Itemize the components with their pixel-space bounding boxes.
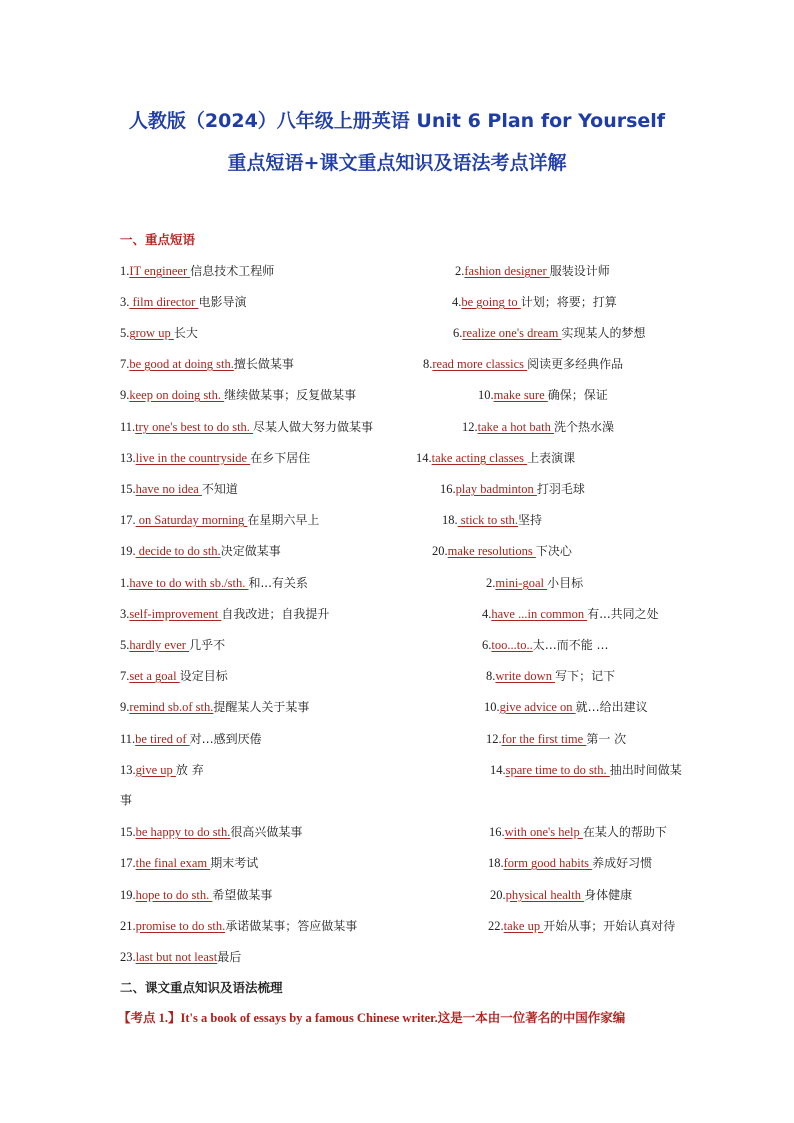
phrase-item [432,542,572,559]
phrase-chinese: 确保；保证 [547,388,608,402]
phrase-chinese: 就…给出建议 [575,700,648,714]
phrase-item [120,761,204,778]
key-point-1 [118,1008,718,1026]
phrase-chinese: 尽某人做大努力做某事 [253,420,374,434]
phrase-item [442,511,542,528]
phrase-item [452,293,617,310]
phrase-english: have no idea [135,482,202,496]
phrase-chinese: 小目标 [547,576,584,590]
phrase-chinese: 实现某人的梦想 [561,326,646,340]
phrase-number: 19. [120,544,136,558]
phrase-item [120,511,319,528]
phrase-english: play badminton [455,482,537,496]
phrase-chinese: 期末考试 [210,856,259,870]
phrase-english: read more classics [432,357,528,371]
phrase-english: take up [503,919,544,933]
phrase-english: be happy to do sth. [135,825,231,839]
phrase-number: 18. [442,513,458,527]
phrase-chinese: 开始从事；开始认真对待 [543,919,676,933]
phrase-item [120,948,241,965]
phrase-chinese: 抽出时间做某 [609,763,682,777]
phrase-item [490,761,682,778]
phrase-number: 19. [120,888,136,902]
phrase-number: 4. [452,295,462,309]
phrase-number: 6. [482,638,492,652]
phrase-chinese: 几乎不 [189,638,226,652]
phrase-number: 8. [423,357,433,371]
phrase-number: 7. [120,669,130,683]
phrase-chinese: 信息技术工程师 [190,264,275,278]
section-label: 课文重点知识及语法梳理 [145,980,283,995]
phrase-number: 16. [489,825,505,839]
phrase-number: 4. [482,607,492,621]
phrase-english: have to do with sb./sth. [129,576,249,590]
section-number: 一、 [120,232,146,247]
phrase-number: 3. [120,607,130,621]
phrase-chinese: 擅长做某事 [233,357,294,371]
phrase-item [488,917,675,934]
phrase-item [120,542,281,559]
page-title: 人教版（2024）八年级上册英语 Unit 6 Plan for Yourself [128,110,666,132]
phrase-chinese: 承诺做某事；答应做某事 [225,919,358,933]
phrase-number: 1. [120,576,130,590]
phrase-item [490,886,632,903]
section-heading-grammar [120,978,283,996]
phrase-item [488,854,652,871]
phrase-number: 20. [490,888,506,902]
phrase-chinese: 电影导演 [198,295,247,309]
phrase-chinese: 放 弃 [175,763,204,777]
phrase-item [120,886,272,903]
phrase-english: be good at doing sth. [129,357,234,371]
phrase-item [416,449,575,466]
wrapped-text: 事 [120,793,133,807]
phrase-number: 3. [120,295,130,309]
phrase-item [486,574,583,591]
phrase-number: 17. [120,856,136,870]
phrase-english: take acting classes [431,451,528,465]
phrase-chinese: 决定做某事 [220,544,281,558]
phrase-item [423,355,623,372]
phrase-number: 9. [120,388,130,402]
phrase-item [486,667,615,684]
phrase-chinese: 很高兴做某事 [230,825,303,839]
phrase-item [120,636,225,653]
phrase-number: 9. [120,700,130,714]
phrase-item [120,667,228,684]
phrase-chinese: 有...共同之处 [587,607,659,621]
phrase-number: 6. [453,326,463,340]
phrase-english: have ...in common [491,607,588,621]
phrase-english: mini-goal [495,576,548,590]
phrase-english: remind sb.of sth. [129,700,214,714]
phrase-item [120,480,238,497]
phrase-item [455,262,610,279]
section-heading-phrases [120,230,195,248]
phrase-number: 1. [120,264,130,278]
phrase-chinese: 坚持 [518,513,543,527]
phrase-number: 7. [120,357,130,371]
phrase-item [120,854,258,871]
phrase-english: with one's help [504,825,583,839]
phrase-chinese: 希望做某事 [212,888,273,902]
phrase-english: make resolutions [447,544,536,558]
phrase-item [120,355,294,372]
phrase-english: form good habits [503,856,593,870]
phrase-english: try one's best to do sth. [135,420,254,434]
phrase-chinese: 在乡下居住 [250,451,311,465]
phrase-item [120,262,274,279]
phrase-chinese: 打羽毛球 [536,482,585,496]
phrase-english: hope to do sth. [135,888,213,902]
phrase-item [440,480,585,497]
phrase-number: 10. [478,388,494,402]
phrase-english: fashion designer [464,264,550,278]
phrase-english: spare time to do sth. [505,763,610,777]
phrase-chinese: 自我改进；自我提升 [221,607,330,621]
phrase-english: promise to do sth. [135,919,226,933]
phrase-item [120,823,302,840]
phrase-chinese: 提醒某人关于某事 [213,700,310,714]
phrase-item [478,386,608,403]
phrase-chinese: 长大 [173,326,198,340]
phrase-chinese: 服装设计师 [549,264,610,278]
phrase-number: 13. [120,763,136,777]
phrase-item [120,324,198,341]
phrase-item [120,730,262,747]
phrase-number: 5. [120,638,130,652]
phrase-number: 2. [455,264,465,278]
phrase-item [482,636,609,653]
phrase-item [120,418,373,435]
phrase-chinese: 上表演课 [527,451,576,465]
phrase-english: decide to do sth. [135,544,221,558]
phrase-chinese: 太…而不能 … [532,638,609,652]
phrase-chinese: 和...有关系 [248,576,308,590]
phrase-number: 17. [120,513,136,527]
phrase-item [120,917,357,934]
phrase-item [453,324,645,341]
phrase-item [120,449,310,466]
phrase-item [489,823,667,840]
phrase-english: live in the countryside [135,451,251,465]
phrase-chinese: 在星期六早上 [247,513,320,527]
phrase-english: grow up [129,326,174,340]
phrase-number: 12. [486,732,502,746]
phrase-number: 23. [120,950,136,964]
phrase-english: realize one's dream [462,326,562,340]
phrase-english: last but not least [135,950,218,964]
phrase-item [120,293,246,310]
phrase-english: too...to.. [491,638,533,652]
phrase-english: film director [129,295,199,309]
phrase-chinese: 最后 [217,950,242,964]
phrase-english: give up [135,763,176,777]
phrase-chinese: 写下；记下 [555,669,616,683]
phrase-number: 14. [416,451,432,465]
phrase-number: 13. [120,451,136,465]
phrase-item [462,418,614,435]
phrase-english: the final exam [135,856,211,870]
phrase-english: write down [495,669,556,683]
phrase-english: stick to sth. [457,513,519,527]
phrase-chinese: 洗个热水澡 [554,420,615,434]
phrase-chinese: 计划；将要；打算 [520,295,617,309]
phrase-item [120,605,329,622]
phrase-number: 11. [120,732,136,746]
phrase-number: 16. [440,482,456,496]
phrase-chinese: 身体健康 [584,888,633,902]
phrase-chinese: 继续做某事；反复做某事 [224,388,357,402]
phrase-item [120,574,308,591]
phrase-number: 2. [486,576,496,590]
section-number: 二、 [120,980,146,995]
key-point-label: 【考点 1.】 [118,1011,181,1025]
key-point-translation: 这是一本由一位著名的中国作家编 [437,1011,626,1025]
phrase-item [120,386,356,403]
phrase-item [120,698,309,715]
phrase-chinese: 不知道 [201,482,238,496]
phrase-english: keep on doing sth. [129,388,225,402]
phrase-item [484,698,648,715]
phrase-english: for the first time [501,732,587,746]
phrase-chinese: 第一 次 [586,732,627,746]
phrase-number: 14. [490,763,506,777]
page-subtitle: 重点短语+课文重点知识及语法考点详解 [227,152,567,174]
phrase-chinese: 对…感到厌倦 [189,732,262,746]
phrase-number: 15. [120,825,136,839]
phrase-number: 12. [462,420,478,434]
key-point-sentence: It's a book of essays by a famous Chinese writer. [180,1011,438,1025]
section-label: 重点短语 [145,232,196,247]
phrase-item [486,730,626,747]
phrase-number: 18. [488,856,504,870]
phrase-english: be tired of [135,732,190,746]
phrase-english: take a hot bath [477,420,554,434]
phrase-chinese: 阅读更多经典作品 [527,357,624,371]
phrase-english: hardly ever [129,638,190,652]
phrase-chinese: 设定目标 [179,669,228,683]
phrase-number: 22. [488,919,504,933]
phrase-english: set a goal [129,669,180,683]
phrase-number: 8. [486,669,496,683]
phrase-number: 10. [484,700,500,714]
phrase-english: IT engineer [129,264,191,278]
phrase-chinese: 下决心 [535,544,572,558]
phrase-english: physical health [505,888,585,902]
phrase-number: 20. [432,544,448,558]
phrase-number: 15. [120,482,136,496]
phrase-english: be going to [461,295,521,309]
phrase-number: 5. [120,326,130,340]
phrase-chinese: 养成好习惯 [592,856,653,870]
phrase-chinese: 在某人的帮助下 [582,825,667,839]
phrase-english: on Saturday morning [135,513,248,527]
phrase-item [482,605,659,622]
phrase-number: 21. [120,919,136,933]
phrase-english: make sure [493,388,548,402]
phrase-number: 11. [120,420,136,434]
phrase-english: self-improvement [129,607,222,621]
phrase-english: give advice on [499,700,576,714]
